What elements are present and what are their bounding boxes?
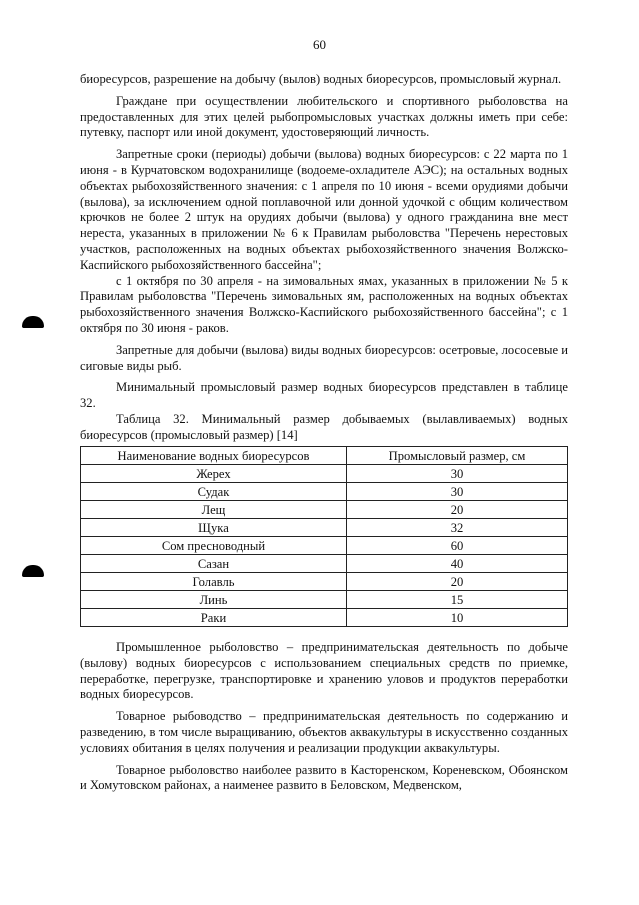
table-header-row [81, 447, 568, 465]
paragraph: Промышленное рыболовство – предпринимательская деятельность по добыче (вылову) водных биоресурсов с использованием специальных средств по приемке, переработке, перегрузке, транспортировке и хранению уловов и продуктов переработки водных биоресурсов. [80, 640, 568, 702]
table-row [81, 573, 568, 591]
page-number: 60 [313, 37, 326, 52]
paragraph: Товарное рыболовство наиболее развито в Касторенском, Кореневском, Обоянском и Хомутовском районах, а наименее развито в Беловском, Медвенском, [80, 762, 568, 793]
table-row [81, 501, 568, 519]
min-size: 32 [347, 519, 568, 537]
table-row [81, 591, 568, 609]
body-text-bottom [80, 640, 568, 794]
table-row [81, 519, 568, 537]
species-name: Сом пресноводный [81, 537, 347, 555]
min-size: 15 [347, 591, 568, 609]
min-size: 30 [347, 483, 568, 501]
paragraph: Минимальный промысловый размер водных биоресурсов представлен в таблице 32. [80, 380, 568, 411]
species-name: Щука [81, 519, 347, 537]
binder-hole-mark [22, 565, 44, 577]
table-row [81, 465, 568, 483]
table-caption: Таблица 32. Минимальный размер добываемых (вылавливаемых) водных биоресурсов (промысловый размер) [14] [80, 411, 568, 442]
table-row [81, 483, 568, 501]
species-name: Жерех [81, 465, 347, 483]
table-row [81, 555, 568, 573]
min-size: 40 [347, 555, 568, 573]
species-name: Лещ [81, 501, 347, 519]
paragraph: Запретные сроки (периоды) добычи (вылова) водных биоресурсов: с 22 марта по 1 июня - в Курчатовском водохранилище (водоеме-охладителе АЭС); на остальных водных объектах рыбохозяйственного значения: с 1 апреля по 10 июня - всеми орудиями добычи (вылова), за исключением одной поплавочной или донной удочкой с общим количеством крючков не более 2 штук на орудиях добычи (вылова) у одного гражданина вне мест нереста, указанных в приложении № 6 к Правилам рыболовства "Перечень нерестовых участков, расположенных на водных объектах рыбохозяйственного значения Волжско-Каспийского рыбохозяйственного бассейна"; [80, 147, 568, 272]
paragraph: Товарное рыбоводство – предпринимательская деятельность по содержанию и разведению, в том числе выращиванию, объектов аквакультуры в искусственно созданных условиях обитания в целях получения и реализации продукции аквакультуры. [80, 709, 568, 755]
species-name: Голавль [81, 573, 347, 591]
paragraph: Запретные для добычи (вылова) виды водных биоресурсов: осетровые, лососевые и сиговые виды рыб. [80, 342, 568, 373]
paragraph: биоресурсов, разрешение на добычу (вылов) водных биоресурсов, промысловый журнал. [80, 72, 562, 86]
binder-hole-mark [22, 316, 44, 328]
column-header-size: Промысловый размер, см [347, 447, 568, 465]
species-name: Судак [81, 483, 347, 501]
min-size: 10 [347, 609, 568, 627]
min-size: 20 [347, 573, 568, 591]
paragraph: Граждане при осуществлении любительского и спортивного рыболовства на предоставленных для этих целей рыбопромысловых участках должны иметь при себе: путевку, паспорт или иной документ, удостоверяющий личность. [80, 93, 568, 140]
min-size: 60 [347, 537, 568, 555]
table-row [81, 609, 568, 627]
body-text-top [80, 72, 568, 444]
min-size: 20 [347, 501, 568, 519]
min-size: 30 [347, 465, 568, 483]
paragraph: с 1 октября по 30 апреля - на зимовальных ямах, указанных в приложении № 5 к Правилам рыболовства "Перечень зимовальных ям, расположенных на водных объектах рыбохозяйственного значения Волжско-Каспийского рыбохозяйственного бассейна"; с 1 октября по 30 июня - раков. [80, 273, 568, 335]
table-row [81, 537, 568, 555]
column-header-name: Наименование водных биоресурсов [81, 447, 347, 465]
species-name: Линь [81, 591, 347, 609]
species-name: Сазан [81, 555, 347, 573]
min-size-table [80, 446, 568, 627]
species-name: Раки [81, 609, 347, 627]
